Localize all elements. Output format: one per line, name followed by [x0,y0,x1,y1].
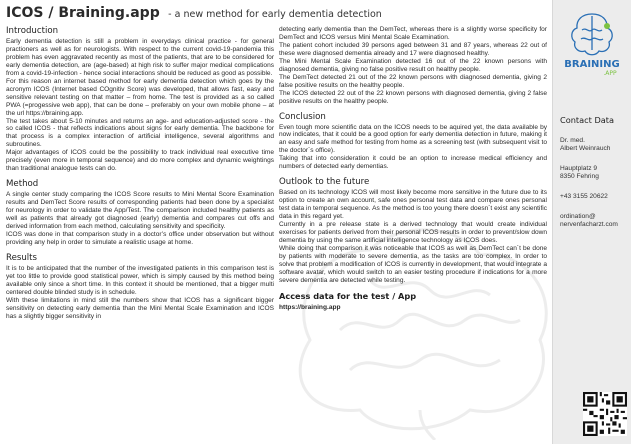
method-paragraph: A single center study comparing the ICOS Score results to Mini Mental Score Examination results and DemTect Score results of corresponding patients had been done by a specialist for neurology in order to validate the App/Test. The comparison included healthy patients as well as patients that already got diagnosed (early) dementia and compares cut offs and derived information from each method, calculating sensitivity and specificity. [6,191,274,231]
contact-name [560,137,630,153]
middle-column [279,26,547,312]
address-street: Hauptplatz 9 [560,165,598,172]
intro-paragraph: Major advantages of ICOS could be the possibility to track individual real executive time precisely (even more in temporal sequence) and do more complex and dynamic weightings than traditional analogue tests can do. [6,149,274,173]
logo-dot-icon [604,23,610,29]
contact-name-line: Albert Weinrauch [560,145,611,152]
poster-title: ICOS / Braining.app [6,5,160,21]
results-paragraph: The DemTect detected 21 out of the 22 known persons with diagnosed dementia, giving 2 false positive results on the healthy people. [279,73,547,89]
results-paragraph: It is to be anticipated that the number of the investigated patients in this comparison test is yet too little to provide good statistical power, which is simply caused by this method being available only since a short time. In this context it should be mentioned, that a bigger multi centered double blinded study is in schedule. [6,264,274,296]
contact-heading: Contact Data [560,115,615,125]
conclusion-paragraph: Even tough more scientific data on the ICOS needs to be aquired yet, the data available by now indicates, that it could be a good option for early dementia detection in future, making it an easy and safe method for testing from home as a screening test (with subsequent visit to the doctor´s office). [279,123,547,155]
contact-email[interactable] [560,213,630,229]
results-paragraph: detecting early dementia than the DemTect, whereas there is a slightly worse specificity for DemTect and ICOS versus Mini Mental Scale Examination. [279,26,547,41]
outlook-paragraph: Currently in a pre release state is a derived technology that would create individual exercises for patients derived from their personal ICOS results in order to prevent/slow down dementia by using the same artificial intelligence technology as ICOS does. [279,221,547,244]
results-paragraph: The patient cohort included 39 persons aged between 31 and 87 years, whereas 22 out of these were diagnosed dementia already and 17 were diagnosed healthy. [279,41,547,57]
intro-paragraph: For this reason an internet based method for early dementia detection which goes by the acronym ICOS (Internet based COgnitiv Score) was developed, that allows fast, easy and sensitive relevant testing on that matter – from home. The test is provided as a so called PWA (=progessive web app), that can be done – preferably on your own mobile phone – at the url https://braining.app. [6,77,274,117]
intro-paragraph: Early dementia detection is still a problem in everydays clinical practice - for general practioners as well as for neurologists. With respect to the current covid-19-pandemia this problem has even aggravated recently as most of the patients, that are to be considered for early dementia detection, are (age-based) at high risk to suffer major medical complications from a covid-19-infection - hence social interactions should be reduced as good as possible. [6,38,274,77]
intro-paragraph: The test takes about 5-10 minutes and returns an age- and education-adjusted score - the so called ICOS - that reflects indications about signs for early dementia. The backbone for that process is a complex interaction of artificial intelligence, several algorithms and subroutines. [6,117,274,149]
email-line: nervenfacharzt.com [560,221,618,228]
outlook-paragraph: While doing that comparison it was noticeable that ICOS as well as DemTect can´t be done by patients with moderate to severe dementia, as the tasks are too complex. In order to solve that problem a modification of ICOS is currently in development, that would integrate a software avatar, which would switch to an easier testing procedure if indications for a more severe dementia are detected while testing. [279,244,547,284]
address-city: 8350 Fehring [560,173,599,180]
results-heading: Results [6,252,38,263]
outlook-paragraph: Based on its technology ICOS will most likely become more sensitive in the future due to its option to create an own account, safe ones personal test data and compare ones personal test data in temporal sequence. As the method is too young there doesn´t exist any scientific data in this regard yet. [279,189,547,221]
contact-address [560,165,630,181]
introduction-heading: Introduction [6,26,59,36]
email-line: ordination@ [560,213,596,220]
qr-code-icon [583,392,627,436]
contact-phone[interactable]: +43 3155 20622 [560,193,608,200]
braining-logo [560,6,624,78]
title-row [6,4,546,22]
results-paragraph: The ICOS detected 22 out of the 22 known persons with diagnosed dementia, giving 2 false positive results on the healthy people. [279,89,547,105]
conclusion-paragraph: Taking that into consideration it could be an option to increase medical efficiency and numbers of detected early dementias. [279,155,547,171]
poster-subtitle: - a new method for early dementia detection [168,9,382,20]
results-paragraph: The Mini Mental Scale Examination detected 16 out of the 22 known persons with diagnosed dementia, giving no false positive result on healthy people. [279,57,547,73]
left-column [6,26,274,321]
method-heading: Method [6,179,39,190]
logo-wordmark-suffix: .APP [603,70,617,77]
logo-wordmark: BRAINING [564,59,620,70]
contact-sidebar [552,0,631,444]
contact-title-line: Dr. med. [560,137,585,144]
access-url[interactable]: https://braining.app [279,303,341,311]
results-paragraph: With these limitations in mind still the numbers show that ICOS has a significant bigger sensitivity on detecting early dementia than the Mini Mental Scale Examination and ICOS has a slightly bigger sensitivity in [6,296,274,320]
method-paragraph: ICOS was done in that comparison study in a doctor’s office under observation but without providing any help in order to simulate a realistic usage at home. [6,230,274,246]
outlook-heading: Outlook to the future [279,177,370,188]
conclusion-heading: Conclusion [279,111,326,122]
access-heading: Access data for the test / App [279,290,417,301]
